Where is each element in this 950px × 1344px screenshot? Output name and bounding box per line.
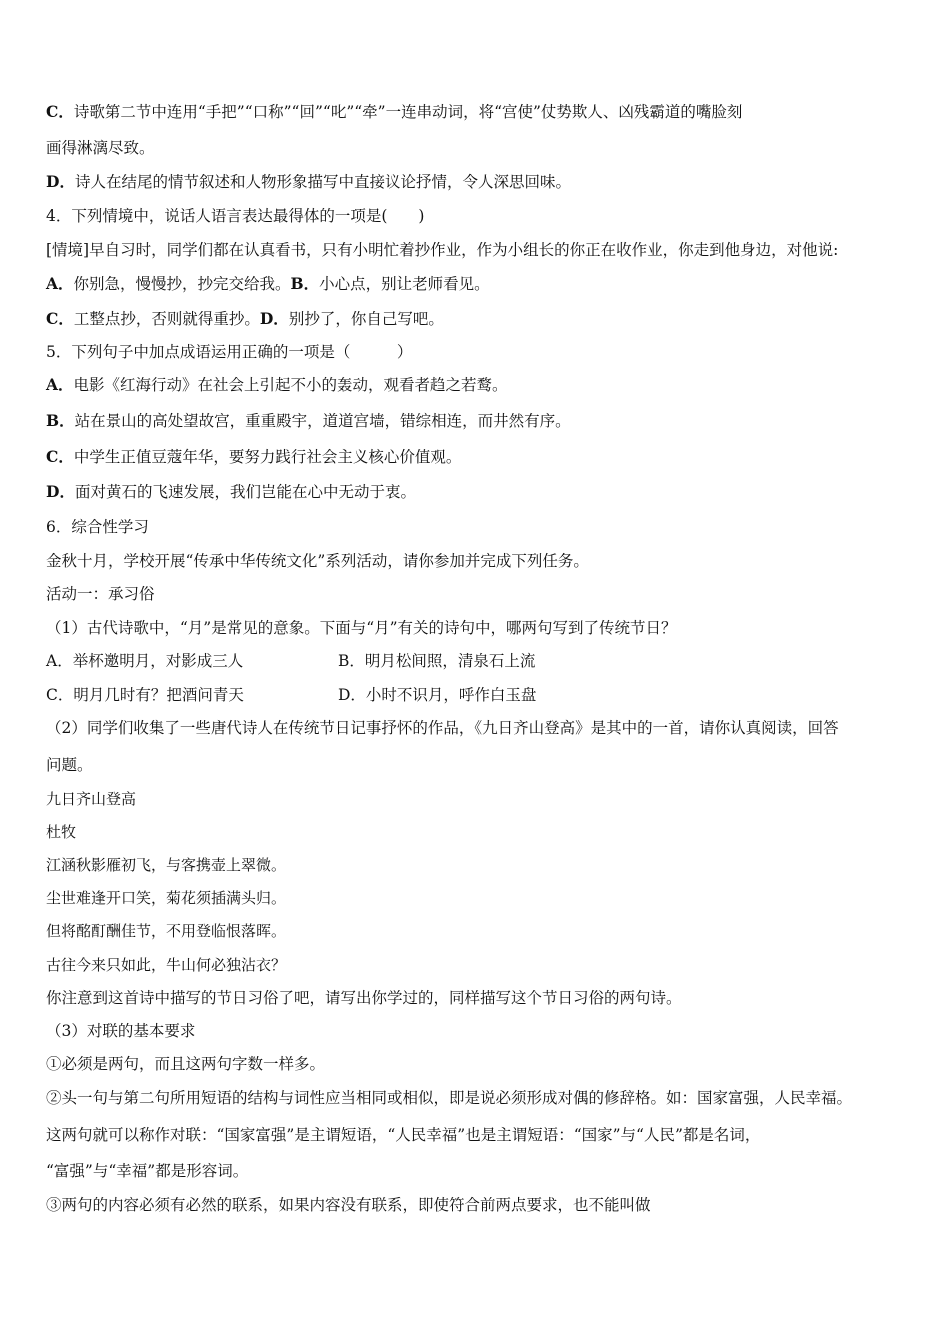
q6-stem: 6．综合性学习 bbox=[46, 518, 149, 536]
option-label: A． bbox=[46, 274, 74, 293]
option-text: 诗人在结尾的情节叙述和人物形象描写中直接议论抒情，令人深思回味。 bbox=[74, 173, 571, 191]
q5-option-c bbox=[46, 446, 461, 468]
q6-activity-1: 活动一：承习俗 bbox=[46, 585, 155, 603]
poem-line: 古往今来只如此，牛山何必独沾衣？ bbox=[46, 956, 287, 974]
q4-scenario: [情境]早自习时，同学们都在认真看书，只有小明忙着抄作业，作为小组长的你正在收作业，你走到他身边，对他说: bbox=[46, 241, 839, 259]
q4-stem: 4．下列情境中，说话人语言表达最得体的一项是( ) bbox=[46, 207, 425, 225]
option-label: C． bbox=[46, 309, 74, 328]
q6-sub-question-2-continued: 问题。 bbox=[46, 756, 93, 774]
q5-option-d bbox=[46, 481, 416, 503]
option-text: 小心点，别让老师看见。 bbox=[319, 275, 490, 293]
poem-line: 但将酩酊酬佳节，不用登临恨落晖。 bbox=[46, 922, 287, 940]
q6-option-c: C．明月几时有？把酒问青天 bbox=[46, 686, 244, 704]
option-label: C． bbox=[46, 447, 74, 466]
option-text: 站在景山的高处望故宫，重重殿宇，道道宫墙，错综相连，而井然有序。 bbox=[74, 412, 571, 430]
couplet-rule-2: ②头一句与第二句所用短语的结构与词性应当相同或相似，即是说必须形成对偶的修辞格。如：国家富强，人民幸福。 bbox=[46, 1089, 853, 1107]
poem-line: 尘世难逢开口笑，菊花须插满头归。 bbox=[46, 889, 287, 907]
option-label: D． bbox=[46, 172, 75, 191]
q6-sub-question-2-prompt: 你注意到这首诗中描写的节日习俗了吧，请写出你学过的，同样描写这个节日习俗的两句诗。 bbox=[46, 989, 682, 1007]
option-label: C． bbox=[46, 102, 74, 121]
q6-intro: 金秋十月，学校开展“传承中华传统文化”系列活动，请你参加并完成下列任务。 bbox=[46, 552, 589, 570]
q5-option-b bbox=[46, 410, 571, 432]
option-text: 诗歌第二节中连用“手把”“口称”“回”“叱”“牵”一连串动词，将“宫使”仗势欺人、凶残霸道的嘴脸刻 bbox=[73, 103, 743, 121]
poem-title: 九日齐山登高 bbox=[46, 790, 137, 808]
q4-options-cd bbox=[46, 308, 444, 330]
q3-option-c-continued: 画得淋漓尽致。 bbox=[46, 139, 155, 157]
q6-sub-question-3: （3）对联的基本要求 bbox=[46, 1022, 196, 1040]
option-label: B． bbox=[290, 274, 320, 293]
couplet-rule-3: ③两句的内容必须有必然的联系，如果内容没有联系，即使符合前两点要求，也不能叫做 bbox=[46, 1196, 651, 1214]
couplet-rule-1: ①必须是两句，而且这两句字数一样多。 bbox=[46, 1055, 326, 1073]
option-text: 工整点抄，否则就得重抄。 bbox=[73, 310, 260, 328]
option-text: 你别急，慢慢抄，抄完交给我。 bbox=[73, 275, 291, 293]
q5-option-a bbox=[46, 374, 508, 396]
option-label: D． bbox=[46, 482, 75, 501]
q6-sub-question-2: （2）同学们收集了一些唐代诗人在传统节日记事抒怀的作品，《九日齐山登高》是其中的一首，请你认真阅读，回答 bbox=[46, 719, 839, 737]
option-text: 电影《红海行动》在社会上引起不小的轰动，观看者趋之若鹜。 bbox=[73, 376, 508, 394]
q6-option-d: D．小时不识月，呼作白玉盘 bbox=[338, 686, 537, 704]
q3-option-d bbox=[46, 171, 571, 193]
option-text: 面对黄石的飞速发展，我们岂能在心中无动于衷。 bbox=[74, 483, 416, 501]
option-label: B． bbox=[46, 411, 75, 430]
option-label: A． bbox=[46, 375, 74, 394]
q6-option-a: A．举杯邀明月，对影成三人 bbox=[46, 652, 244, 670]
couplet-rule-2-continued: 这两句就可以称作对联：“国家富强”是主谓短语，“人民幸福”也是主谓短语：“国家”与“人民”都是名词， bbox=[46, 1126, 761, 1144]
poem-author: 杜牧 bbox=[46, 823, 77, 841]
q6-sub-question-1: （1）古代诗歌中，“月”是常见的意象。下面与“月”有关的诗句中，哪两句写到了传统节日？ bbox=[46, 619, 677, 637]
q5-stem: 5．下列句子中加点成语运用正确的一项是（ ） bbox=[46, 343, 413, 361]
couplet-rule-2-continued-2: “富强”与“幸福”都是形容词。 bbox=[46, 1162, 249, 1180]
poem-line: 江涵秋影雁初飞，与客携壶上翠微。 bbox=[46, 856, 287, 874]
q4-options-ab bbox=[46, 273, 490, 295]
q3-option-c bbox=[46, 101, 742, 123]
q6-option-b: B．明月松间照，清泉石上流 bbox=[338, 652, 536, 670]
option-text: 别抄了，你自己写吧。 bbox=[288, 310, 444, 328]
option-label: D． bbox=[259, 309, 289, 328]
option-text: 中学生正值豆蔻年华，要努力践行社会主义核心价值观。 bbox=[73, 448, 462, 466]
